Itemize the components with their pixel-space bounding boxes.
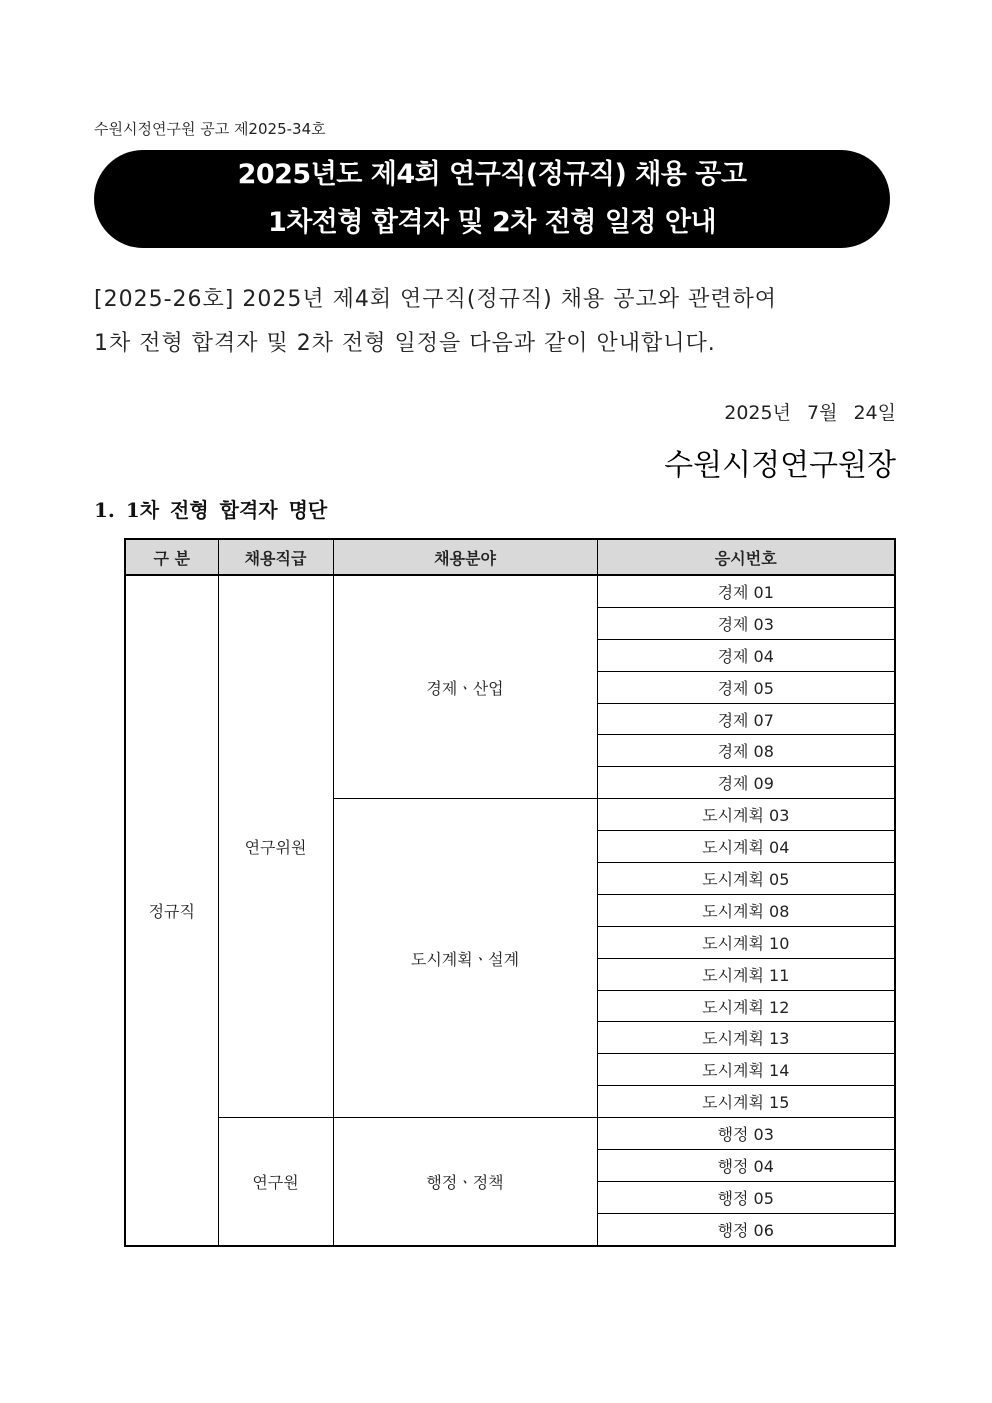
applicant-number: 경제 09 [597,767,895,799]
applicant-number: 경제 04 [597,639,895,671]
applicant-number: 행정 03 [597,1118,895,1150]
applicant-number: 행정 04 [597,1150,895,1182]
applicant-number: 도시계획 14 [597,1054,895,1086]
rank-cell-researcher: 연구원 [218,1118,333,1246]
section-1-title: 1. 1차 전형 합격자 명단 [94,498,328,522]
header-field: 채용분야 [333,539,597,575]
header-applicant-number: 응시번호 [597,539,895,575]
passer-table [124,538,896,1247]
applicant-number: 도시계획 10 [597,926,895,958]
rank-cell-researcher-fellow: 연구위원 [218,575,333,1118]
field-cell-urban-planning: 도시계획ㆍ설계 [333,799,597,1118]
applicant-number: 경제 07 [597,703,895,735]
category-cell: 정규직 [125,575,218,1246]
applicant-number: 경제 08 [597,735,895,767]
applicant-number: 경제 01 [597,575,895,607]
applicant-number: 경제 05 [597,671,895,703]
intro-line-1: [2025-26호] 2025년 제4회 연구직(정규직) 채용 공고와 관련하여 [94,287,777,312]
applicant-number: 도시계획 05 [597,863,895,895]
header-rank: 채용직급 [218,539,333,575]
applicant-number: 도시계획 15 [597,1086,895,1118]
applicant-number: 도시계획 04 [597,831,895,863]
header-category: 구 분 [125,539,218,575]
applicant-number: 행정 06 [597,1213,895,1245]
intro-paragraph [94,278,896,366]
field-cell-economy: 경제ㆍ산업 [333,575,597,799]
applicant-number: 도시계획 13 [597,1022,895,1054]
title-line-1: 2025년도 제4회 연구직(정규직) 채용 공고 [237,159,747,190]
applicant-number: 행정 05 [597,1181,895,1213]
table-row [125,1118,895,1150]
title-banner [94,150,890,248]
applicant-number: 경제 03 [597,607,895,639]
applicant-number: 도시계획 11 [597,958,895,990]
applicant-number: 도시계획 12 [597,990,895,1022]
applicant-number: 도시계획 03 [597,799,895,831]
intro-line-2: 1차 전형 합격자 및 2차 전형 일정을 다음과 같이 안내합니다. [94,331,716,356]
notice-number: 수원시정연구원 공고 제2025-34호 [94,120,326,138]
notice-date: 2025년 7월 24일 [724,402,896,424]
table-header-row [125,539,895,575]
applicant-number: 도시계획 08 [597,894,895,926]
field-cell-administration: 행정ㆍ정책 [333,1118,597,1246]
title-line-2: 1차전형 합격자 및 2차 전형 일정 안내 [267,207,717,238]
signer-name: 수원시정연구원장 [664,448,896,483]
table-row [125,575,895,607]
